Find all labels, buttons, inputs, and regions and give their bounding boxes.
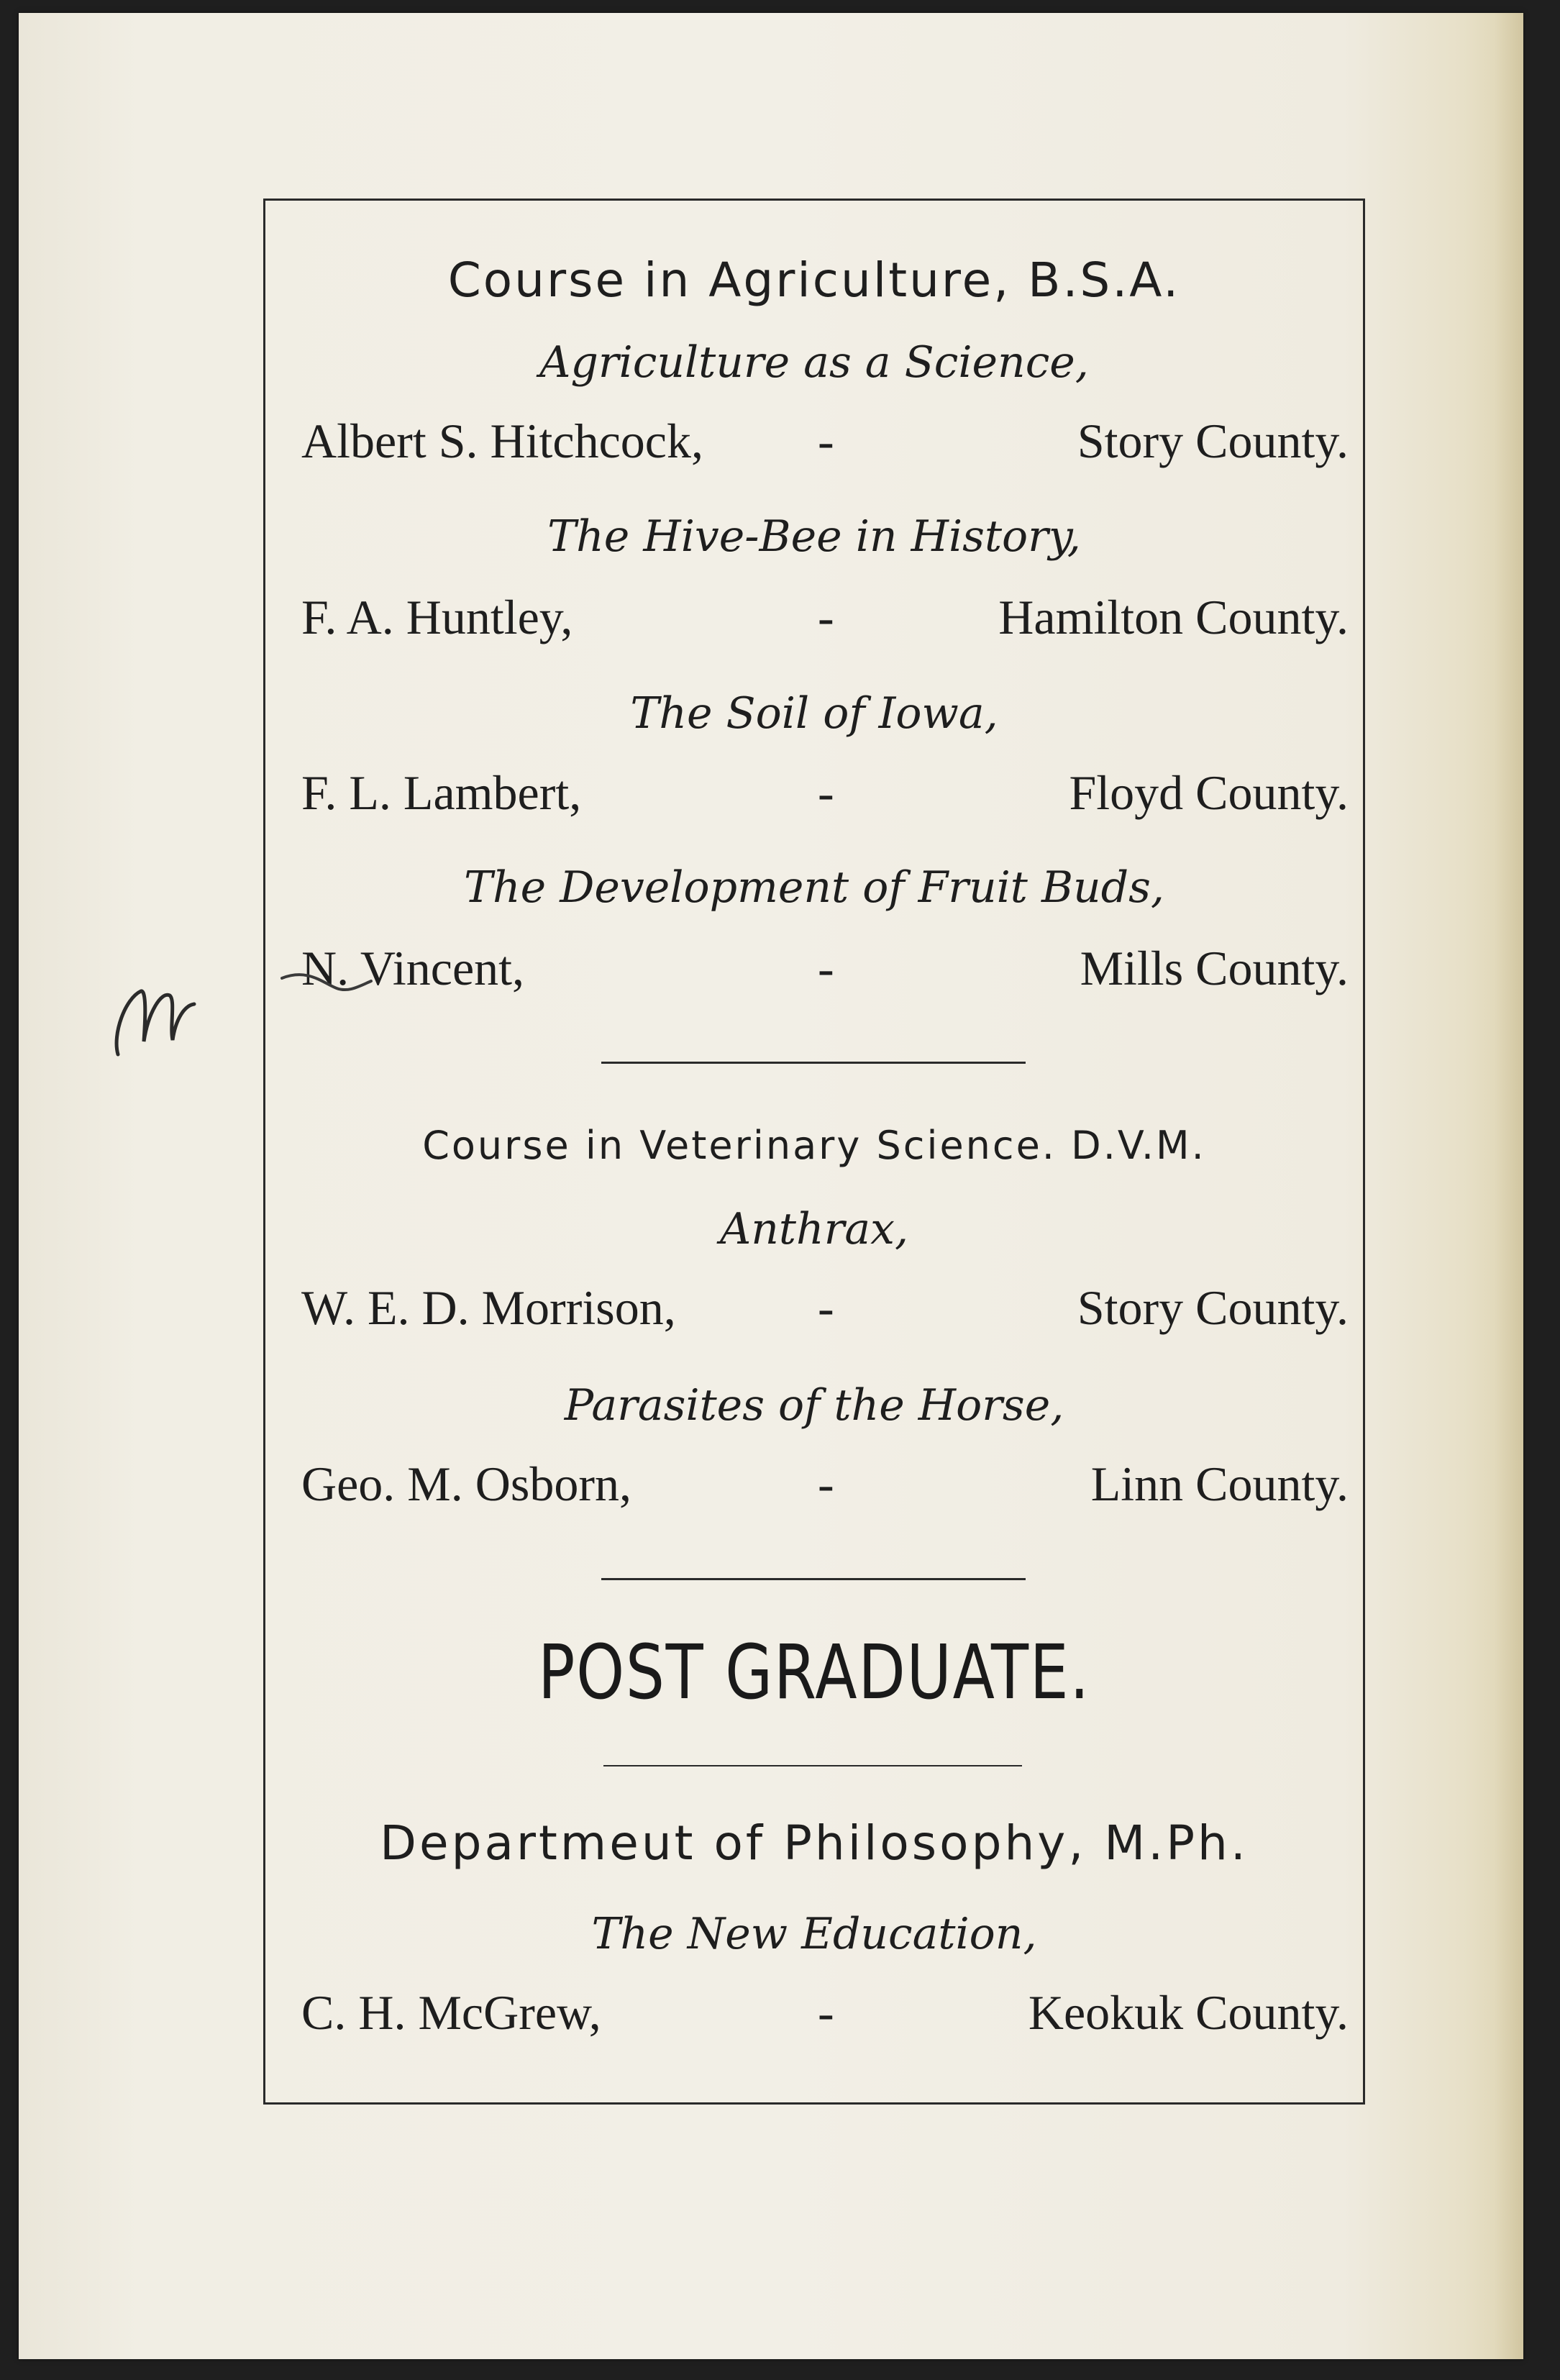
- handwritten-margin-mark: [104, 970, 204, 1070]
- author-name: Albert S. Hitchcock,: [301, 414, 703, 468]
- thesis-title: The Soil of Iowa,: [630, 688, 998, 739]
- author-name: C. H. McGrew,: [301, 1985, 601, 2040]
- author-name: N. Vincent,: [301, 941, 525, 995]
- section-divider: [601, 1578, 1026, 1580]
- paper-edge-shading: [1495, 13, 1523, 2359]
- veterinary-heading: Course in Veterinary Science. D.V.M.: [422, 1123, 1206, 1168]
- author-name: W. E. D. Morrison,: [301, 1280, 676, 1335]
- author-county: Mills County.: [1080, 941, 1349, 995]
- separator-dash: -: [818, 414, 834, 468]
- post-graduate-heading: POST GRADUATE.: [538, 1628, 1090, 1716]
- author-name: F. A. Huntley,: [301, 590, 573, 644]
- separator-dash: -: [818, 1280, 834, 1335]
- thesis-title: Agriculture as a Science,: [539, 337, 1089, 388]
- department-heading: Departmeut of Philosophy, M.Ph.: [380, 1815, 1249, 1871]
- separator-dash: -: [818, 1985, 834, 2040]
- thesis-title: The New Education,: [591, 1909, 1037, 1959]
- thesis-title: Parasites of the Horse,: [564, 1380, 1064, 1431]
- thesis-title: The Hive-Bee in History,: [547, 511, 1081, 562]
- agriculture-heading: Course in Agriculture, B.S.A.: [447, 252, 1181, 308]
- separator-dash: -: [818, 941, 834, 995]
- section-divider: [601, 1062, 1026, 1064]
- author-county: Keokuk County.: [1028, 1985, 1349, 2040]
- section-divider: [603, 1765, 1022, 1766]
- author-county: Hamilton County.: [998, 590, 1349, 644]
- separator-dash: -: [818, 765, 834, 820]
- author-county: Story County.: [1077, 414, 1349, 468]
- thesis-title: Anthrax,: [719, 1204, 909, 1254]
- author-county: Floyd County.: [1069, 765, 1349, 820]
- author-county: Story County.: [1077, 1280, 1349, 1335]
- thesis-title: The Development of Fruit Buds,: [464, 862, 1164, 913]
- separator-dash: -: [818, 1456, 834, 1511]
- author-county: Linn County.: [1090, 1456, 1349, 1511]
- program-frame: [263, 199, 1365, 2105]
- author-name: F. L. Lambert,: [301, 765, 582, 820]
- pencil-strike-mark: [279, 961, 380, 1004]
- author-name: Geo. M. Osborn,: [301, 1456, 631, 1511]
- separator-dash: -: [818, 590, 834, 644]
- document-page: [19, 13, 1523, 2359]
